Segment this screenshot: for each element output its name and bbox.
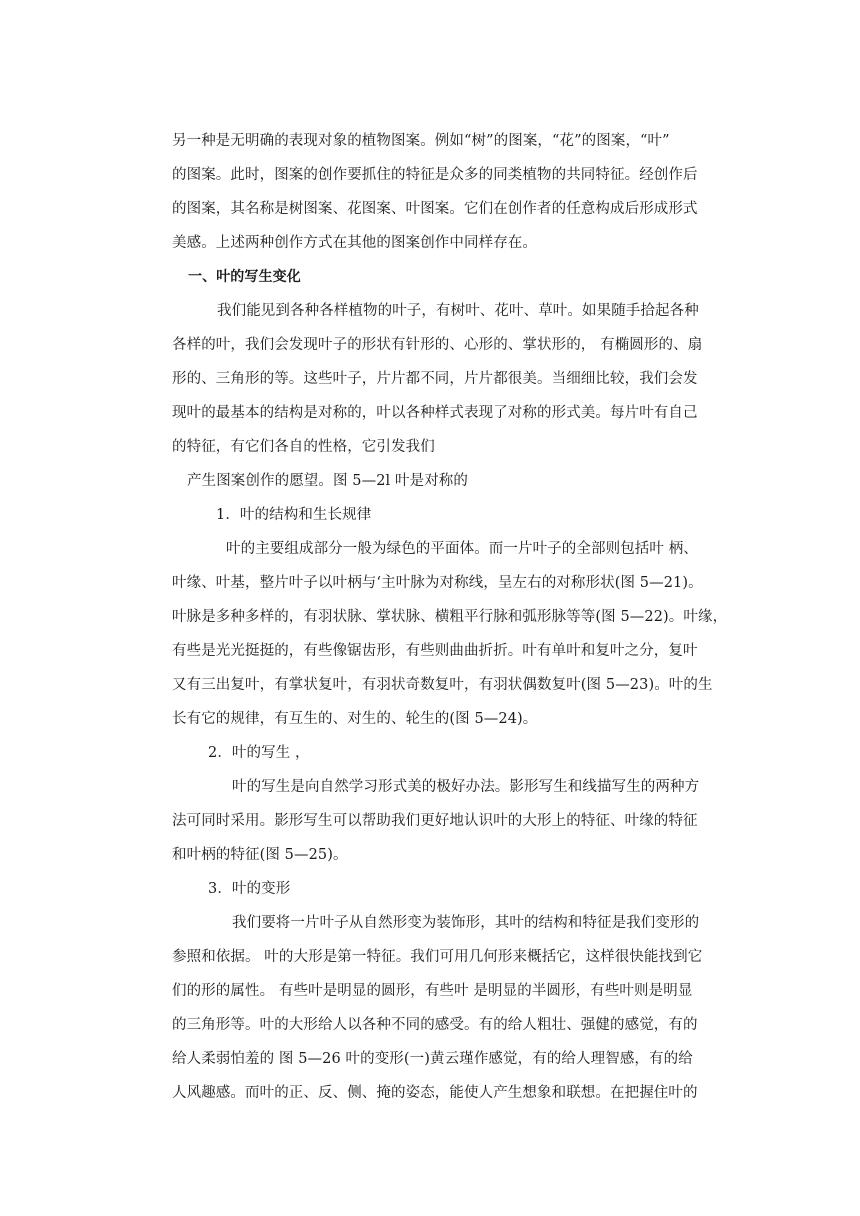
text-line: 的图案。此时，图案的创作要抓住的特征是众多的同类植物的共同特征。经创作后	[172, 167, 698, 183]
text-line: 叶的主要组成部分一般为绿色的平面体。而一片叶子的全部则包括叶 柄、	[226, 541, 698, 557]
text-line: 人风趣感。而叶的正、反、侧、掩的姿态，能使人产生想象和联想。在把握住叶的	[172, 1085, 698, 1101]
text-line: 和叶柄的特征(图 5—25)。	[172, 847, 348, 863]
subsection-heading: 3．叶的变形	[208, 881, 291, 897]
text-line: 美感。上述两种创作方式在其他的图案创作中同样存在。	[172, 235, 537, 251]
section-heading: 一、叶的写生变化	[188, 269, 301, 285]
text-line: 给人柔弱怕羞的 图 5—26 叶的变形(一)黄云瑾作感觉，有的给人理智感，有的给	[172, 1051, 693, 1067]
text-line: 各样的叶，我们会发现叶子的形状有针形的、心形的、掌状形的， 有椭圆形的、扇	[172, 337, 703, 353]
subsection-heading: 2．叶的写生 ，	[208, 745, 310, 761]
text-line: 的三角形等。叶的大形给人以各种不同的感受。有的给人粗壮、强健的感觉，有的	[172, 1017, 698, 1033]
text-line: 我们能见到各种各样植物的叶子，有树叶、花叶、草叶。如果随手拾起各种	[217, 303, 699, 319]
text-line: 叶缘、叶基，整片叶子以叶柄与‘主叶脉为对称线，呈左右的对称形状(图 5—21)。	[172, 575, 703, 591]
text-line: 长有它的规律，有互生的、对生的、轮生的(图 5—24)。	[172, 711, 538, 727]
text-line: 叶脉是多种多样的，有羽状脉、掌状脉、横粗平行脉和弧形脉等等(图 5—22)。叶缘，	[172, 609, 728, 625]
text-line: 有些是光光挺挺的，有些像锯齿形，有些则曲曲折折。叶有单叶和复叶之分，复叶	[172, 643, 698, 659]
text-line: 参照和依据。 叶的大形是第一特征。我们可用几何形来概括它，这样很快能找到它	[172, 949, 703, 965]
text-line: 又有三出复叶，有掌状复叶，有羽状奇数复叶，有羽状偶数复叶(图 5—23)。叶的生	[172, 677, 713, 693]
text-line: 的图案，其名称是树图案、花图案、叶图案。它们在创作者的任意构成后形成形式	[172, 201, 698, 217]
subsection-heading: 1．叶的结构和生长规律	[216, 507, 372, 523]
text-line: 法可同时采用。影形写生可以帮助我们更好地认识叶的大形上的特征、叶缘的特征	[172, 813, 698, 829]
figure-caption: 产生图案创作的愿望。图 5—2l 叶是对称的	[187, 473, 469, 489]
text-line: 现叶的最基本的结构是对称的，叶以各种样式表现了对称的形式美。每片叶有自己	[172, 405, 698, 421]
text-line: 的特征，有它们各自的性格，它引发我们	[172, 439, 435, 455]
text-line: 另一种是无明确的表现对象的植物图案。例如“树”的图案，“花”的图案，“叶”	[172, 133, 670, 149]
text-line: 们的形的属性。 有些叶是明显的圆形，有些叶 是明显的半圆形，有些叶则是明显	[172, 983, 693, 999]
text-line: 我们要将一片叶子从自然形变为装饰形，其叶的结构和特征是我们变形的	[232, 915, 700, 931]
text-line: 形的、三角形的等。这些叶子，片片都不同，片片都很美。当细细比较，我们会发	[172, 371, 698, 387]
text-line: 叶的写生是向自然学习形式美的极好办法。影形写生和线描写生的两种方	[232, 779, 700, 795]
